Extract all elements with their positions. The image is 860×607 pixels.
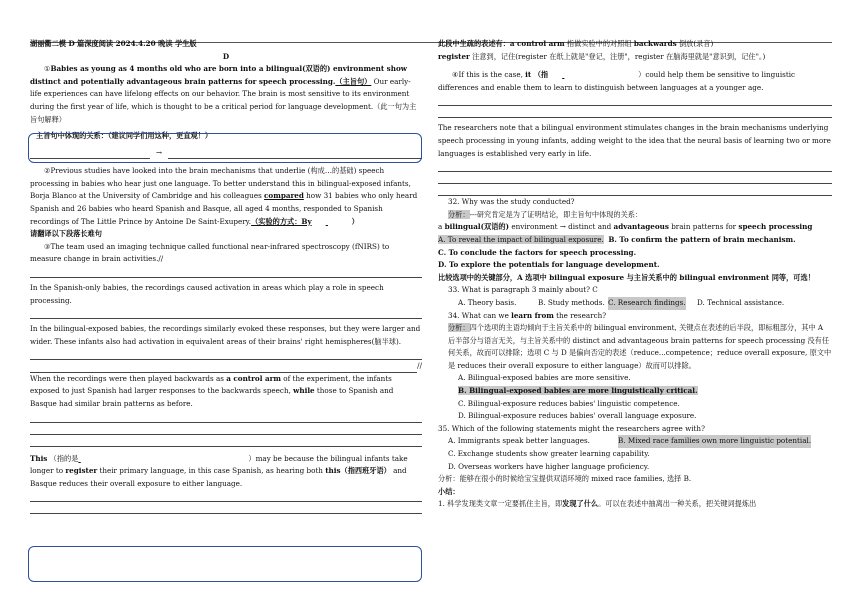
paragraph-number: ① <box>44 64 51 74</box>
analysis-32 <box>438 209 832 222</box>
paragraph-text: Our early-life experiences can have lifelong effects on our behavior. The brain is most sensitive to its environment during the first year of life, which is thought to be a critical period for language development.（此一句为主旨句解释） <box>30 76 417 124</box>
paragraph-text: The team used an imaging technique called functional near-infrared spectroscopy (fNIRS) to measure change in brain activities.// <box>30 241 390 264</box>
option-33-c[interactable]: C. Research findings. <box>608 297 686 310</box>
option-32-b[interactable]: B. To confirm the pattern of brain mechanism. <box>608 234 796 244</box>
analysis-text: ---研究肯定是为了证明结论，即主旨句中体现的关系： <box>469 209 643 219</box>
question-35: 35. Which of the following statements might the researchers agree with? <box>438 423 705 433</box>
right-column <box>438 38 832 511</box>
sentence-text: ）may be because the bilingual infants take longer to <box>30 453 408 476</box>
keyword: backwards <box>633 39 677 48</box>
answer-line[interactable] <box>438 172 832 184</box>
vocab-text: 注意到，记住(register 在纸上就是"登记，注册"，register 在脑海里就是"意识到，记住"。) <box>469 51 766 61</box>
vocab-line-1 <box>438 38 832 51</box>
keyword: a control arm <box>226 373 281 383</box>
question-32: 32. Why was the study conducted? <box>448 197 575 207</box>
notes-box[interactable] <box>28 546 422 582</box>
relation-32 <box>438 221 832 234</box>
answer-line[interactable] <box>30 411 422 423</box>
question-33: 33. What is paragraph 3 mainly about? C <box>448 285 598 295</box>
answer-line[interactable] <box>30 490 422 502</box>
page-title: 湖丽衢二模 D 篇深度阅读 2024.4.20 晚读 学生版 <box>30 39 197 48</box>
note-32: 比较选项中的关键部分，A 选项中 bilingual exposure 与主旨关系中的 bilingual environment 同等，可选！ <box>438 272 815 282</box>
analysis-label: 分析： <box>448 323 470 333</box>
sentence-4 <box>30 453 422 491</box>
sentence-2: In the bilingual-exposed babies, the recordings similarly evoked these responses, but they were larger and wider. These infants also had activation in equivalent areas of their brains' right hemispheres(脑半球). <box>30 324 421 346</box>
answer-line[interactable] <box>438 94 832 106</box>
topic-sentence: Babies as young as 4 months old who are born into a bilingual(双语的) environment show distinct and potentially advantageous brain patterns for speech processing. <box>30 64 407 86</box>
arrow-icon: → <box>156 147 163 157</box>
keyword: compared <box>264 191 304 201</box>
keyword: this（指西班牙语） <box>325 466 391 476</box>
answer-line[interactable] <box>438 160 832 172</box>
keyword: it <box>525 70 532 80</box>
relation-text: a <box>438 222 445 232</box>
summary-1 <box>438 498 832 511</box>
option-34-d[interactable]: D. Bilingual-exposure reduces babies' overall language exposure. <box>458 411 697 421</box>
keyword: bilingual(双语的) <box>444 222 510 232</box>
method-tag-end: ） <box>351 216 359 226</box>
question-text: 34. What can we <box>448 310 512 320</box>
keyword: advantageous <box>613 222 669 232</box>
analysis-35: 分析：能够在很小的时候给宝宝提供双语环境的 mixed race families, 选择 B. <box>438 474 692 484</box>
vocab-text: 倒放(录音) <box>676 39 714 48</box>
answer-blank[interactable] <box>312 216 352 229</box>
answer-line[interactable] <box>30 423 422 435</box>
paragraph-3 <box>30 241 422 266</box>
option-35-d[interactable]: D. Overseas workers have higher language proficiency. <box>448 461 650 471</box>
option-33-a[interactable]: A. Theory basis. <box>458 297 517 307</box>
method-tag: （实验的方式：By <box>251 216 312 226</box>
answer-line[interactable] <box>30 502 422 514</box>
options-33 <box>438 297 832 310</box>
paragraph-2 <box>30 165 422 228</box>
answer-line[interactable] <box>30 435 422 447</box>
analysis-text: 四个选项的主语均倾向于主旨关系中的 bilingual environment, 关键点在表述的后半段，即标粗部分，其中 A 后半部分与语言无关，与主旨关系中的 distinct and advantageous brain patterns for speech processing 没有任何关系，故而可以排除；选项 C 与 D 是偏向否定的表述（reduce...competence；reduce overall exposure, 原文中是 reduces their overall exposure to either language）故而可以排除。 <box>448 323 832 370</box>
vocab-label: 此段中生疏的表述有： <box>438 39 510 48</box>
analysis-label: 分析： <box>448 209 470 219</box>
sentence-text: their primary language, in this case Spanish, as hearing both <box>97 466 326 476</box>
answer-line[interactable] <box>30 361 417 373</box>
translate-instruction: 请翻译以下段落长难句 <box>30 229 102 239</box>
option-33-d[interactable]: D. Technical assistance. <box>697 297 785 307</box>
keyword: learn from <box>511 310 554 320</box>
topic-tag: （主旨句） <box>335 76 372 86</box>
answer-line[interactable] <box>30 307 422 319</box>
paragraph-number: ③ <box>44 241 51 251</box>
paragraph-4 <box>438 69 832 94</box>
option-34-c[interactable]: C. Bilingual-exposure reduces babies' linguistic competence. <box>458 398 680 408</box>
options-35-ab <box>438 435 832 448</box>
keyword: 发现了什么 <box>562 499 599 509</box>
question-34 <box>438 310 832 323</box>
summary-label: 小结： <box>438 486 460 496</box>
answer-blank[interactable] <box>78 453 248 466</box>
answer-line[interactable] <box>30 266 422 278</box>
option-32-c[interactable]: C. To conclude the factors for speech processing. <box>438 247 637 257</box>
paragraph-text: how 31 babies who only heard Spanish and 26 babies who heard Spanish and Basque, all aged 4 months, responded to Spanish recordings of The Little Prince by Antoine De Saint-Exupery. <box>30 191 418 226</box>
option-32-a[interactable]: A. To reveal the impact of bilingual exposure. <box>438 234 604 244</box>
options-32-ab <box>438 234 832 247</box>
relation-label: 主旨句中体现的关系：（建议同学们用这种，更直观！） <box>36 131 213 141</box>
left-column <box>30 38 422 514</box>
vocab-line-2 <box>438 51 832 64</box>
paragraph-text: （指 <box>531 70 549 80</box>
option-32-d[interactable]: D. To explore the potentials for language development. <box>438 260 660 270</box>
sentence-3 <box>30 373 422 411</box>
sentence-text: those to Spanish and Basque had similar brain patterns as before. <box>30 386 394 409</box>
section-label: D <box>222 51 230 61</box>
option-34-b[interactable]: B. Bilingual-exposed babies are more linguistically critical. <box>458 386 698 396</box>
sentence-text: （指的是 <box>47 453 79 463</box>
vocab-text: 指做实验中的对照组 <box>564 39 634 48</box>
question-text: the research? <box>553 310 607 320</box>
answer-line[interactable] <box>438 184 832 196</box>
option-33-b[interactable]: B. Study methods. <box>538 297 605 307</box>
analysis-34 <box>438 322 832 372</box>
sentence-1: In the Spanish-only babies, the recordings caused activation in areas which play a role in speech processing. <box>30 282 384 305</box>
paragraph-1 <box>30 63 422 126</box>
option-35-a[interactable]: A. Immigrants speak better languages. <box>448 436 590 446</box>
relation-box <box>28 133 422 163</box>
paragraph-number: ② <box>44 166 51 176</box>
sentence-text: and Basque reduces their overall exposure to either language. <box>30 466 407 488</box>
option-35-c[interactable]: C. Exchange students show greater learning capability. <box>448 449 650 459</box>
keyword: a control arm <box>509 39 565 48</box>
answer-line[interactable] <box>30 348 422 360</box>
keyword: while <box>293 386 315 396</box>
paragraph-text: ）could help them be sensitive to linguistic differences and enable them to learn to distinguish between languages at a younger age. <box>438 70 796 92</box>
sentence-end-mark: // <box>417 361 422 371</box>
keyword: This <box>30 453 48 463</box>
option-35-b[interactable]: B. Mixed race families own more linguistic potential. <box>618 435 811 448</box>
keyword: speech processing <box>738 222 813 232</box>
answer-blank[interactable] <box>548 69 638 82</box>
paragraph-text: ④If this is the case, <box>452 70 526 80</box>
option-34-a[interactable]: A. Bilingual-exposed babies are more sensitive. <box>458 373 631 383</box>
keyword: register <box>438 51 470 61</box>
paragraph-5: The researchers note that a bilingual environment stimulates changes in the brain mechanisms underlying speech processing in young infants, adding weight to the idea that the neural basis of learning two or more languages is established very early in life. <box>438 123 831 158</box>
relation-text: environment → distinct and <box>509 222 614 232</box>
paragraph-text: Previous studies have looked into the brain mechanisms that underlie (构成…的基础) speech processing in babies who hear just one language. To better understand this in bilingual-exposed infants, Borja Blanco at the University of Cambridge and his colleagues <box>30 166 411 201</box>
answer-line[interactable] <box>438 106 832 118</box>
sentence-text: of the experiment, the infants exposed to just Spanish had larger responses to the backwards speech, <box>30 373 392 396</box>
summary-text: 。可以在表述中抽离出一种关系，把关键词提炼出 <box>598 499 757 509</box>
relation-text: brain patterns for <box>668 222 739 232</box>
sentence-text: When the recordings were then played backwards as <box>30 373 227 383</box>
keyword: register <box>65 466 98 476</box>
summary-text: 1. 科学发现类文章一定要抓住主旨，即 <box>438 499 563 509</box>
